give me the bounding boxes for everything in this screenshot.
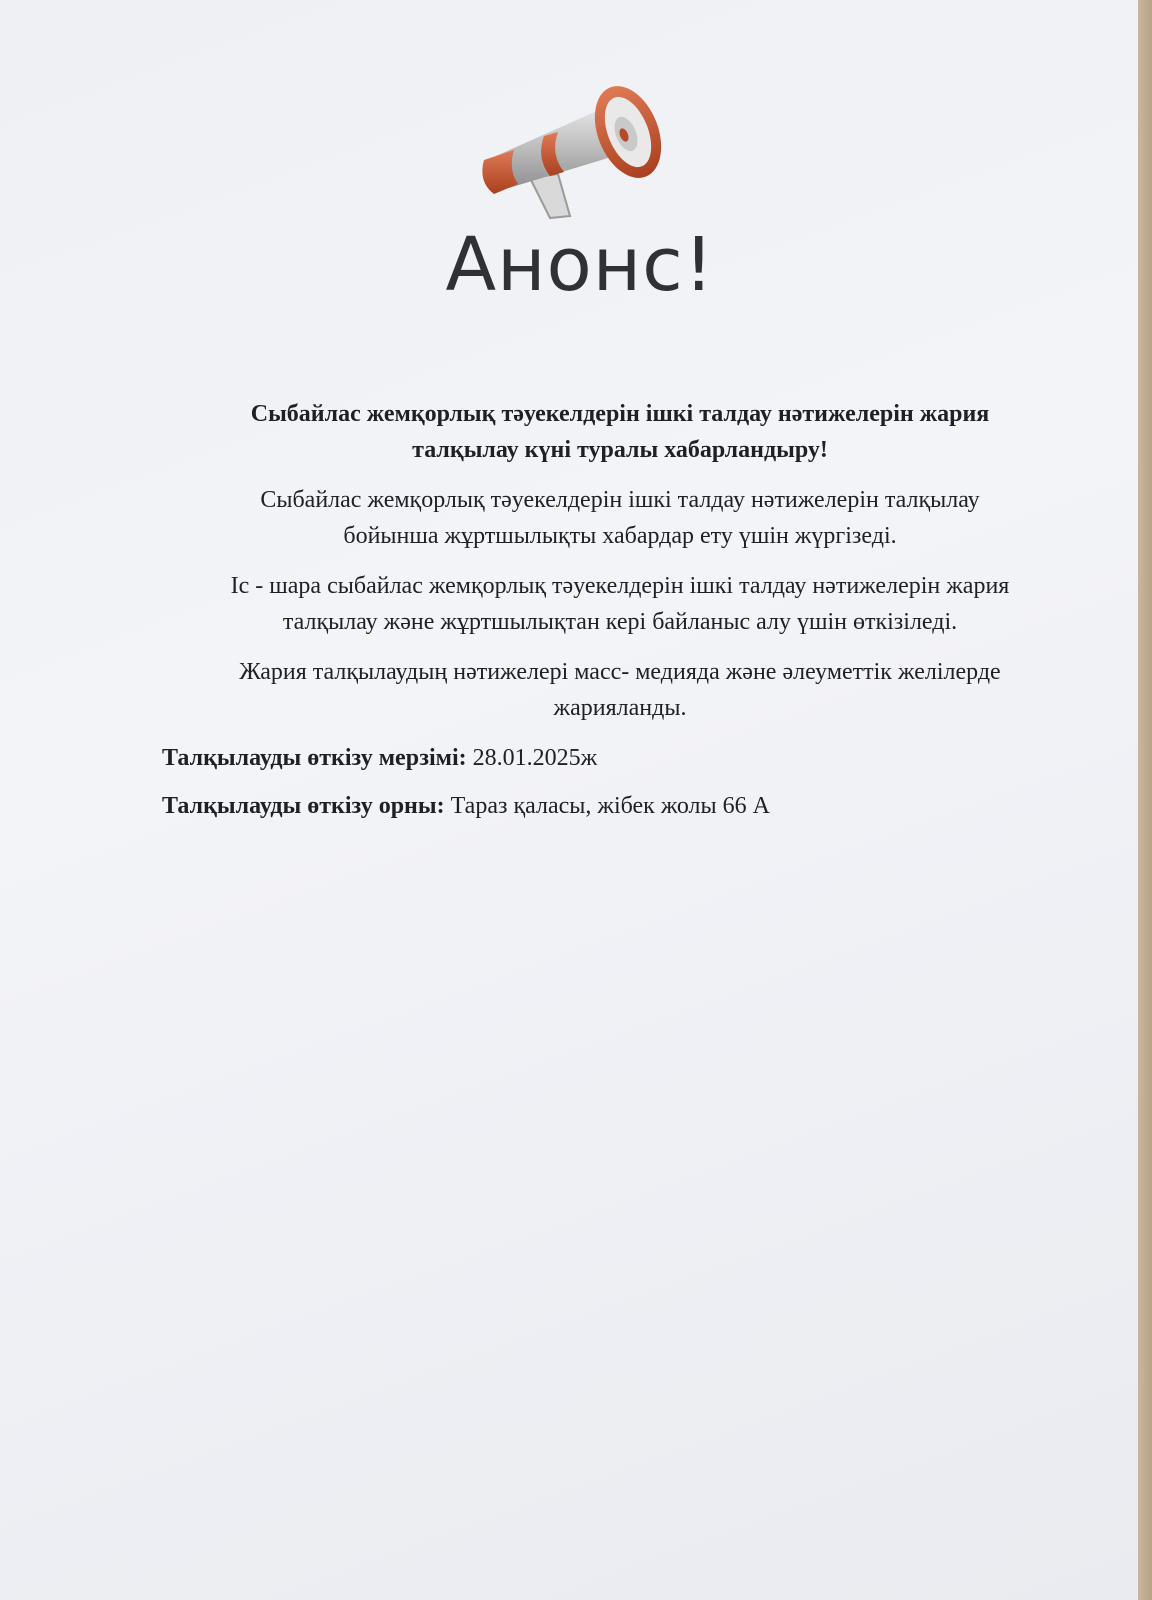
paragraph-purpose <box>160 482 1080 554</box>
place-value: Тараз қаласы, жібек жолы 66 А <box>450 793 770 819</box>
paragraph-line: талқылау және жұртшылықтан кері байланыс алу үшін өткізіледі. <box>282 609 958 635</box>
paragraph-line: Іс - шара сыбайлас жемқорлық тәуекелдерін ішкі талдау нәтижелерін жария <box>230 573 1010 599</box>
page-heading: Анонс! <box>445 222 715 308</box>
place-label: Талқылауды өткізу орны: <box>162 793 451 819</box>
paragraph-line: Сыбайлас жемқорлық тәуекелдерін ішкі талдау нәтижелерін талқылау <box>260 487 980 513</box>
announcement-title <box>160 396 1080 468</box>
title-line: Сыбайлас жемқорлық тәуекелдерін ішкі талдау нәтижелерін жария <box>250 401 990 427</box>
table-edge <box>1138 0 1152 1600</box>
paragraph-line: жарияланды. <box>553 695 687 721</box>
paragraph-line: Жария талқылаудың нәтижелері масс- медияда және әлеуметтік желілерде <box>239 659 1001 685</box>
discussion-place <box>162 788 1080 824</box>
date-label: Талқылауды өткізу мерзімі: <box>162 745 473 771</box>
paragraph-line: бойынша жұртшылықты хабардар ету үшін жүргізеді. <box>343 523 897 549</box>
date-value: 28.01.2025ж <box>472 745 598 771</box>
paragraph-event <box>160 568 1080 640</box>
megaphone-icon <box>478 78 688 238</box>
discussion-date <box>162 740 1080 776</box>
title-line: талқылау күні туралы хабарландыру! <box>412 437 828 463</box>
announcement-body <box>160 396 1080 824</box>
paragraph-results <box>160 654 1080 726</box>
